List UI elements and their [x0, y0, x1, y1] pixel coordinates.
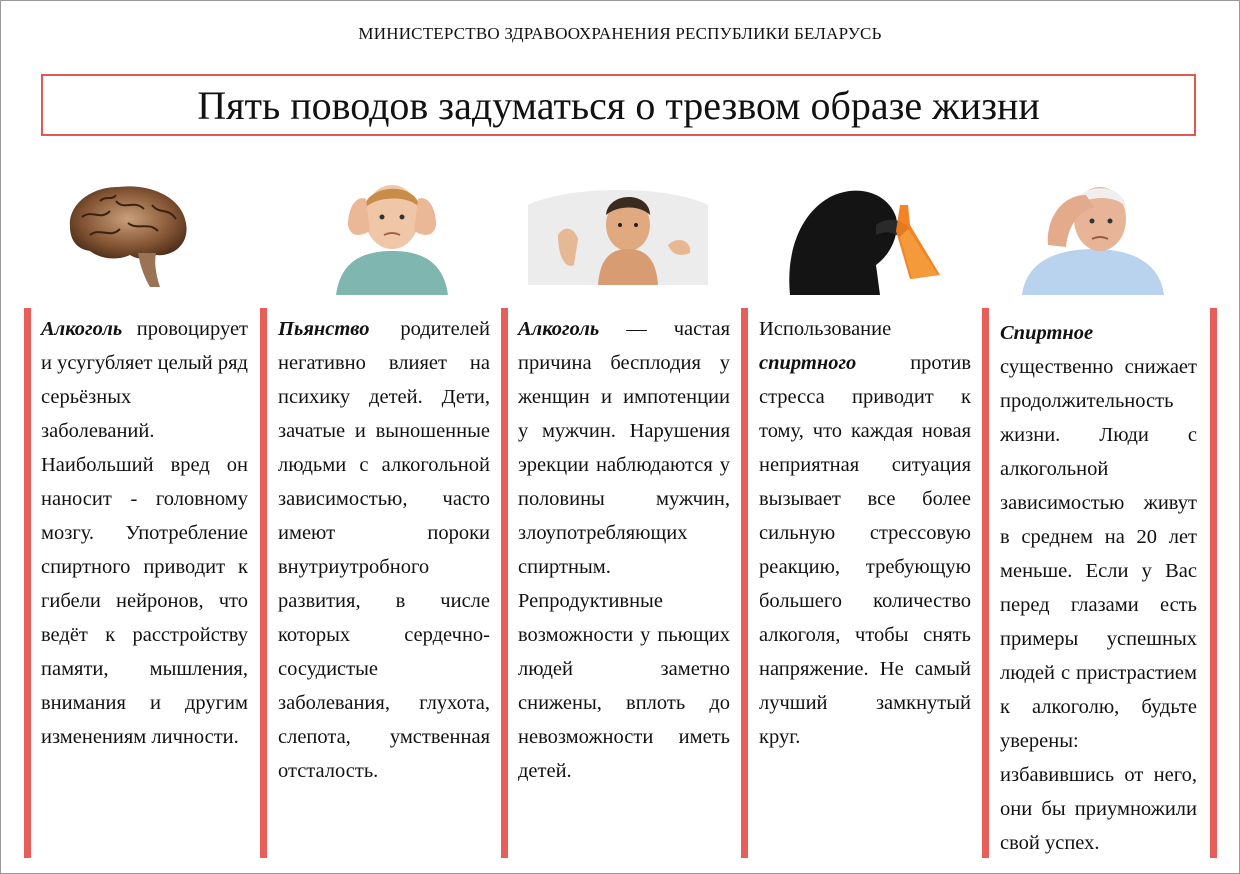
column-divider	[24, 308, 31, 858]
column-5-text: существенно снижает продолжительность жизни. Люди с алкогольной зависимостью живут в среднем на 20 лет меньше. Если у Вас перед глазами есть примеры успешных людей с пристрастием к алкоголю, будьте уверены: избавившись от него, они бы приумножили свой успех.	[1000, 356, 1197, 854]
column-5-lead: Спиртное	[1000, 322, 1094, 344]
column-2-lead: Пьянство	[278, 318, 370, 340]
column-3	[518, 312, 730, 788]
ministry-heading: МИНИСТЕРСТВО ЗДРАВООХРАНЕНИЯ РЕСПУБЛИКИ БЕЛАРУСЬ	[358, 24, 882, 43]
page-title: Пять поводов задуматься о трезвом образе жизни	[41, 74, 1196, 136]
column-4-pre: Использование	[759, 318, 892, 340]
column-1-text: провоцирует и усугубляет целый ряд серьёзных заболеваний. Наибольший вред он наносит - головному мозгу. Употребление спиртного приводит к гибели нейронов, что ведёт к расстройству памяти, мышления, внимания и другим изменениям личности.	[41, 318, 248, 748]
column-4-text: против стресса приводит к тому, что каждая новая неприятная ситуация вызывает все более сильную стрессовую реакцию, требующую большего количество алкоголя, чтобы снять напряжение. Не самый лучший замкнутый круг.	[759, 352, 971, 748]
column-2-text: родителей негативно влияет на психику детей. Дети, зачатые и выношенные людьми с алкогольной зависимостью, часто имеют пороки внутриутробного развития, в числе которых сердечно-сосудистые заболевания, глухота, слепота, умственная отсталость.	[278, 318, 490, 782]
column-divider	[501, 308, 508, 858]
column-3-lead: Алкоголь	[518, 318, 600, 340]
column-1	[41, 312, 248, 754]
column-4	[759, 312, 971, 754]
man-drinking-silhouette-icon	[780, 165, 945, 295]
column-divider	[260, 308, 267, 858]
column-divider	[741, 308, 748, 858]
column-3-text: — частая причина бесплодия у женщин и импотенции у мужчин. Нарушения эрекции наблюдаются у половины мужчин, злоупотребляющих спиртным. Репродуктивные возможности у пьющих людей заметно снижены, вплоть до невозможности иметь детей.	[518, 318, 730, 782]
column-divider	[982, 308, 989, 858]
couple-in-bed-icon	[528, 165, 708, 295]
column-1-lead: Алкоголь	[41, 318, 123, 340]
column-2	[278, 312, 490, 788]
elderly-man-headache-icon	[1008, 165, 1178, 295]
column-4-lead: спиртного	[759, 352, 857, 374]
brain-icon	[60, 165, 195, 295]
column-divider	[1210, 308, 1217, 858]
column-5	[1000, 316, 1197, 860]
boy-holding-head-icon	[318, 165, 466, 295]
